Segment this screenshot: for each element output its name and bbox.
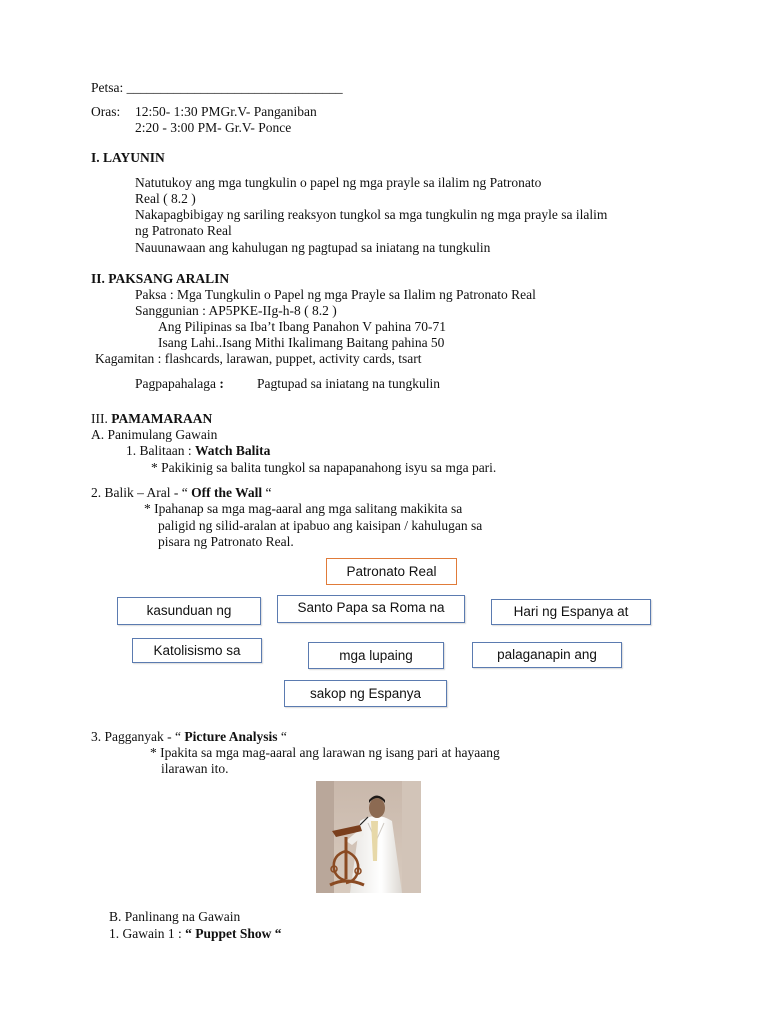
gawain-1-activity: “ Puppet Show “ bbox=[185, 926, 282, 941]
panimulang-gawain-title: A. Panimulang Gawain bbox=[91, 427, 218, 442]
kagamitan-line: Kagamitan : flashcards, larawan, puppet, activity cards, tsart bbox=[95, 351, 422, 366]
petsa-line bbox=[91, 80, 343, 96]
oras-line-1: 12:50- 1:30 PMGr.V- Panganiban bbox=[135, 104, 317, 119]
layunin-line: Natutukoy ang mga tungkulin o papel ng mga prayle sa ilalim ng Patronato bbox=[135, 175, 542, 190]
reference-line: Isang Lahi..Isang Mithi Ikalimang Baitang pahina 50 bbox=[158, 335, 445, 350]
gawain-1-prefix: 1. Gawain 1 : bbox=[109, 926, 182, 941]
balitaan-activity: Watch Balita bbox=[194, 443, 271, 458]
pagganyak-item bbox=[91, 729, 287, 745]
balitaan-bullet: * Pakikinig sa balita tungkol sa napapanahong isyu sa mga pari. bbox=[151, 460, 497, 475]
pagganyak-line: * Ipakita sa mga mag-aaral ang larawan ng isang pari at hayaang bbox=[150, 745, 500, 760]
layunin-line: Nauunawaan ang kahulugan ng pagtupad sa iniatang na tungkulin bbox=[135, 240, 491, 255]
paksang-aralin-heading: II. PAKSANG ARALIN bbox=[91, 271, 230, 286]
priest-at-lectern-photo bbox=[316, 781, 421, 893]
balitaan-item bbox=[126, 443, 270, 459]
panlinang-gawain-title: B. Panlinang na Gawain bbox=[109, 909, 241, 924]
sanggunian-line: Sanggunian : AP5PKE-IIg-h-8 ( 8.2 ) bbox=[135, 303, 337, 318]
balik-aral-line: * Ipahanap sa mga mag-aaral ang mga salitang makikita sa bbox=[144, 501, 463, 516]
petsa-blank: ________________________________ bbox=[126, 80, 343, 95]
word-box: Santo Papa sa Roma na bbox=[277, 595, 465, 623]
pagganyak-suffix: “ bbox=[280, 729, 287, 744]
pagpapahalaga-colon: : bbox=[219, 376, 224, 391]
pamamaraan-heading bbox=[91, 411, 212, 427]
layunin-heading: I. LAYUNIN bbox=[91, 150, 165, 165]
reference-line: Ang Pilipinas sa Iba’t Ibang Panahon V pahina 70-71 bbox=[158, 319, 446, 334]
word-box: palaganapin ang bbox=[472, 642, 622, 668]
word-box: kasunduan ng bbox=[117, 597, 261, 625]
petsa-label: Petsa: bbox=[91, 80, 124, 95]
word-box: mga lupaing bbox=[308, 642, 444, 669]
balik-aral-suffix: “ bbox=[265, 485, 272, 500]
paksa-line: Paksa : Mga Tungkulin o Papel ng mga Prayle sa Ilalim ng Patronato Real bbox=[135, 287, 536, 302]
layunin-line: ng Patronato Real bbox=[135, 223, 232, 238]
balitaan-prefix: 1. Balitaan : bbox=[126, 443, 192, 458]
layunin-line: Real ( 8.2 ) bbox=[135, 191, 196, 206]
layunin-line: Nakapagbibigay ng sariling reaksyon tungkol sa mga tungkulin ng mga prayle sa ilalim bbox=[135, 207, 608, 222]
word-box: Hari ng Espanya at bbox=[491, 599, 651, 625]
patronato-real-title-box: Patronato Real bbox=[326, 558, 457, 585]
word-box: sakop ng Espanya bbox=[284, 680, 447, 707]
oras-label: Oras: bbox=[91, 104, 121, 119]
pagpapahalaga-label bbox=[135, 376, 224, 392]
balik-aral-item bbox=[91, 485, 272, 501]
pagpapahalaga-label-text: Pagpapahalaga bbox=[135, 376, 216, 391]
pagpapahalaga-value: Pagtupad sa iniatang na tungkulin bbox=[257, 376, 440, 391]
pagganyak-activity: Picture Analysis bbox=[184, 729, 278, 744]
balik-aral-activity: Off the Wall bbox=[191, 485, 263, 500]
pamamaraan-heading-number: III. bbox=[91, 411, 108, 426]
balik-aral-line: paligid ng silid-aralan at ipabuo ang kaisipan / kahulugan sa bbox=[158, 518, 483, 533]
pagganyak-line: ilarawan ito. bbox=[161, 761, 229, 776]
oras-line-2: 2:20 - 3:00 PM- Gr.V- Ponce bbox=[135, 120, 292, 135]
word-box: Katolisismo sa bbox=[132, 638, 262, 663]
gawain-1-item bbox=[109, 926, 282, 942]
balik-aral-line: pisara ng Patronato Real. bbox=[158, 534, 294, 549]
pagganyak-prefix: 3. Pagganyak - “ bbox=[91, 729, 181, 744]
pamamaraan-heading-text: PAMAMARAAN bbox=[111, 411, 213, 426]
balik-aral-prefix: 2. Balik – Aral - “ bbox=[91, 485, 188, 500]
